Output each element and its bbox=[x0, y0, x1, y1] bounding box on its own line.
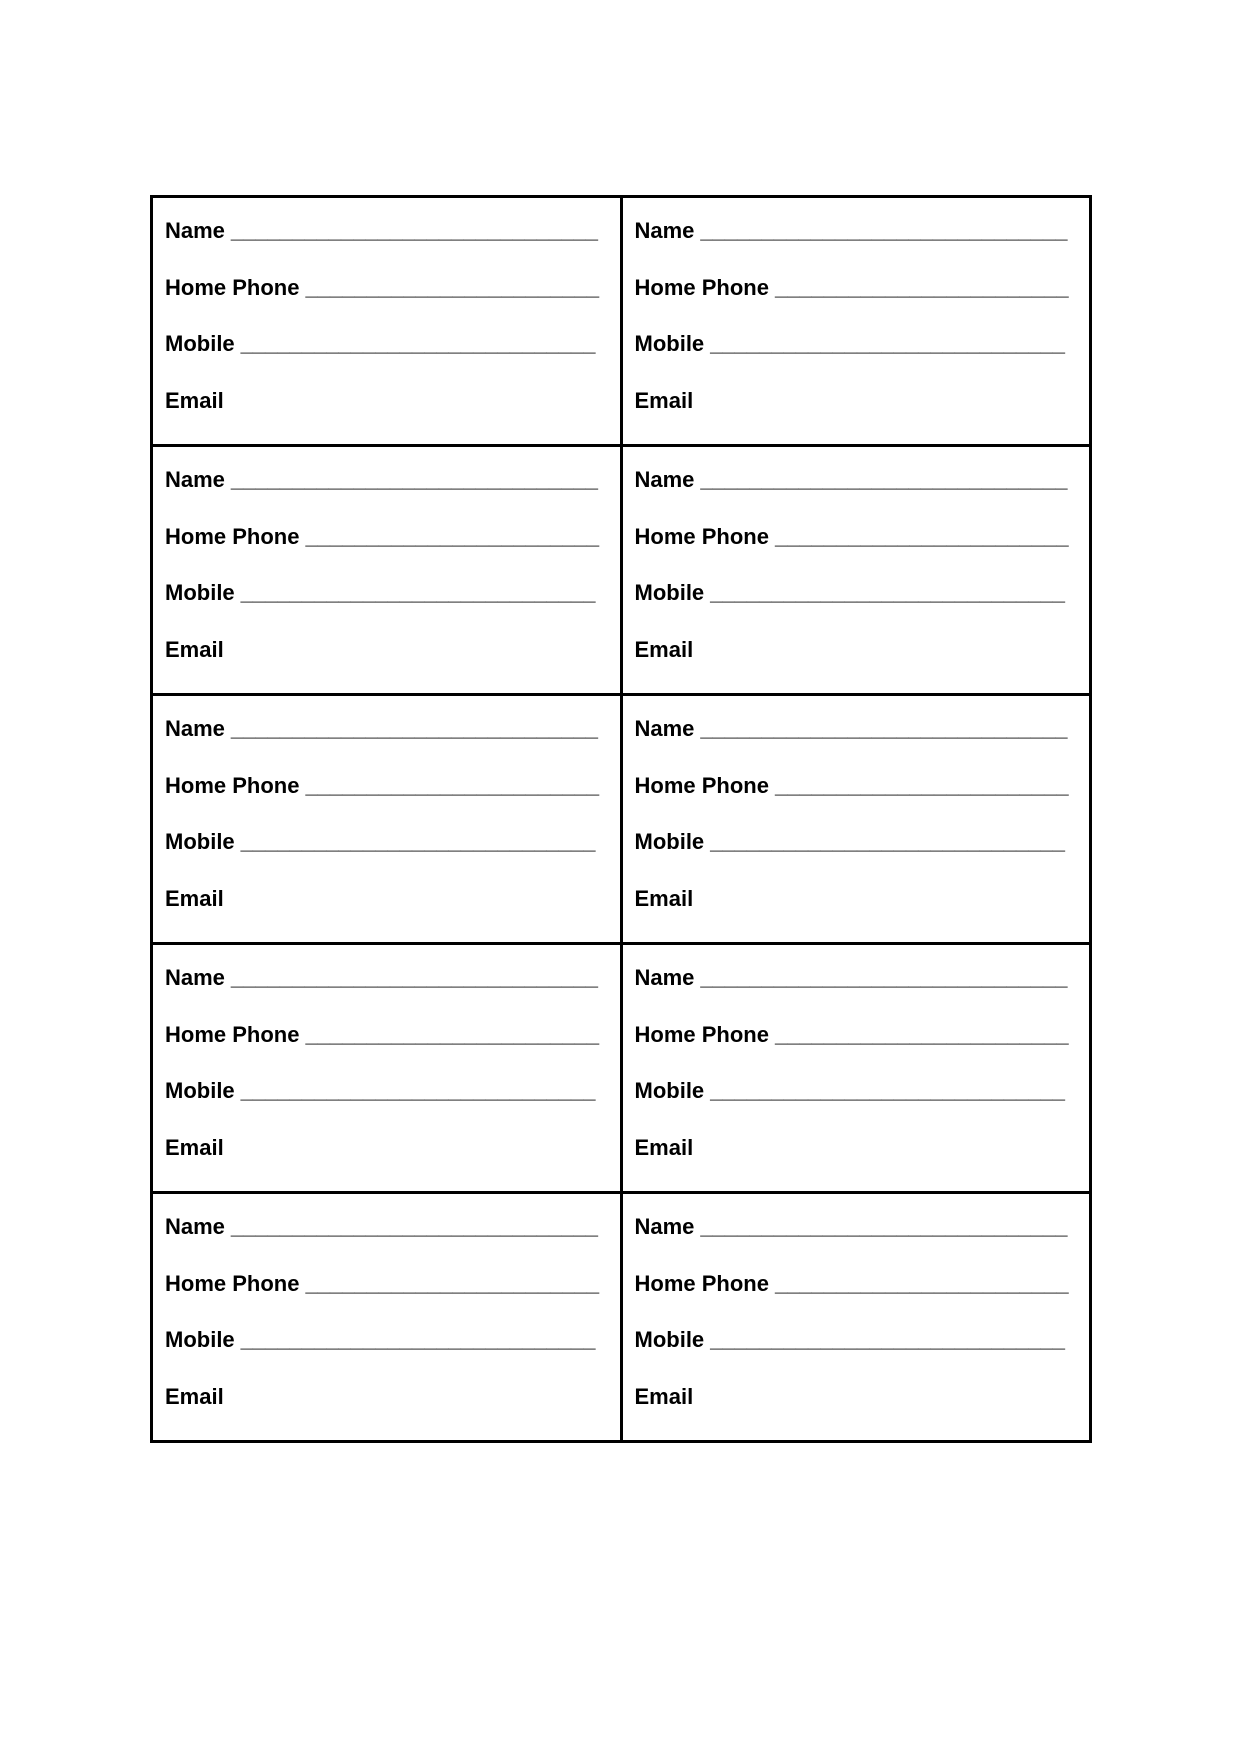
email-label: Email bbox=[165, 638, 224, 661]
email-label: Email bbox=[165, 887, 224, 910]
mobile-blank-line: _____________________________ bbox=[240, 582, 596, 605]
field-row-mobile bbox=[635, 333, 1072, 390]
field-row-mobile bbox=[165, 831, 602, 888]
mobile-blank-line: _____________________________ bbox=[240, 831, 596, 854]
contact-card-row bbox=[152, 446, 1091, 695]
name-blank-line: ______________________________ bbox=[700, 1216, 1068, 1239]
field-row-mobile bbox=[165, 1080, 602, 1137]
email-label: Email bbox=[165, 1385, 224, 1408]
field-row-home-phone bbox=[165, 277, 602, 334]
field-row-name bbox=[165, 220, 602, 277]
field-row-name bbox=[165, 1216, 602, 1273]
name-label: Name bbox=[634, 718, 695, 741]
name-label: Name bbox=[634, 967, 695, 990]
name-blank-line: ______________________________ bbox=[230, 967, 598, 990]
mobile-blank-line: _____________________________ bbox=[710, 831, 1065, 854]
name-blank-line: ______________________________ bbox=[230, 1216, 598, 1239]
mobile-label: Mobile bbox=[634, 831, 705, 854]
field-row-email bbox=[165, 1386, 602, 1408]
field-row-name bbox=[635, 718, 1072, 775]
mobile-label: Mobile bbox=[634, 1329, 705, 1352]
home-phone-label: Home Phone bbox=[165, 276, 300, 300]
field-row-email bbox=[165, 639, 602, 661]
home-phone-blank-line: ________________________ bbox=[305, 1023, 600, 1047]
email-label: Email bbox=[165, 1136, 224, 1159]
field-row-home-phone bbox=[165, 1024, 602, 1081]
field-row-mobile bbox=[165, 333, 602, 390]
home-phone-label: Home Phone bbox=[634, 1023, 769, 1047]
mobile-label: Mobile bbox=[634, 582, 705, 605]
field-row-mobile bbox=[635, 1329, 1072, 1386]
contact-card-row bbox=[152, 944, 1091, 1193]
email-label: Email bbox=[165, 389, 224, 412]
field-row-name bbox=[635, 469, 1072, 526]
contact-card-cell bbox=[152, 944, 622, 1193]
field-row-home-phone bbox=[635, 277, 1072, 334]
field-row-home-phone bbox=[165, 775, 602, 832]
name-blank-line: ______________________________ bbox=[700, 469, 1068, 492]
home-phone-blank-line: ________________________ bbox=[305, 774, 600, 798]
home-phone-blank-line: ________________________ bbox=[774, 525, 1069, 549]
contact-card-row bbox=[152, 197, 1091, 446]
mobile-blank-line: _____________________________ bbox=[710, 582, 1065, 605]
name-blank-line: ______________________________ bbox=[700, 220, 1068, 243]
contact-card-cell bbox=[152, 695, 622, 944]
field-row-name bbox=[635, 967, 1072, 1024]
name-label: Name bbox=[165, 220, 225, 243]
name-label: Name bbox=[634, 469, 695, 492]
name-blank-line: ______________________________ bbox=[700, 718, 1068, 741]
contact-card-row bbox=[152, 695, 1091, 944]
mobile-blank-line: _____________________________ bbox=[240, 1080, 596, 1103]
email-label: Email bbox=[634, 1385, 694, 1408]
field-row-email bbox=[165, 390, 602, 412]
mobile-label: Mobile bbox=[165, 1080, 235, 1103]
email-label: Email bbox=[634, 1136, 694, 1159]
home-phone-blank-line: ________________________ bbox=[774, 774, 1069, 798]
home-phone-label: Home Phone bbox=[165, 1023, 300, 1047]
email-label: Email bbox=[634, 389, 694, 412]
name-label: Name bbox=[165, 469, 225, 492]
mobile-blank-line: _____________________________ bbox=[710, 1080, 1065, 1103]
field-row-name bbox=[165, 469, 602, 526]
field-row-home-phone bbox=[165, 1273, 602, 1330]
field-row-name bbox=[635, 220, 1072, 277]
field-row-name bbox=[165, 967, 602, 1024]
name-label: Name bbox=[165, 1216, 225, 1239]
mobile-blank-line: _____________________________ bbox=[710, 1329, 1065, 1352]
field-row-email bbox=[635, 1137, 1072, 1159]
field-row-email bbox=[635, 1386, 1072, 1408]
field-row-email bbox=[165, 1137, 602, 1159]
contact-card-cell bbox=[152, 197, 622, 446]
mobile-label: Mobile bbox=[165, 1329, 235, 1352]
contact-form-grid bbox=[152, 197, 1091, 1442]
name-label: Name bbox=[634, 1216, 695, 1239]
home-phone-label: Home Phone bbox=[634, 276, 769, 300]
mobile-label: Mobile bbox=[165, 333, 235, 356]
home-phone-label: Home Phone bbox=[165, 525, 300, 549]
email-label: Email bbox=[634, 887, 694, 910]
home-phone-blank-line: ________________________ bbox=[305, 276, 600, 300]
mobile-label: Mobile bbox=[634, 333, 705, 356]
contact-card-cell bbox=[621, 197, 1091, 446]
mobile-blank-line: _____________________________ bbox=[710, 333, 1065, 356]
name-blank-line: ______________________________ bbox=[230, 220, 598, 243]
field-row-name bbox=[635, 1216, 1072, 1273]
contact-card-row bbox=[152, 1193, 1091, 1442]
contact-card-cell bbox=[152, 1193, 622, 1442]
field-row-email bbox=[635, 390, 1072, 412]
home-phone-blank-line: ________________________ bbox=[774, 276, 1069, 300]
mobile-label: Mobile bbox=[634, 1080, 705, 1103]
name-blank-line: ______________________________ bbox=[230, 469, 598, 492]
mobile-blank-line: _____________________________ bbox=[240, 333, 596, 356]
field-row-name bbox=[165, 718, 602, 775]
mobile-blank-line: _____________________________ bbox=[240, 1329, 596, 1352]
mobile-label: Mobile bbox=[165, 831, 235, 854]
name-label: Name bbox=[165, 967, 225, 990]
name-blank-line: ______________________________ bbox=[230, 718, 598, 741]
field-row-home-phone bbox=[635, 1024, 1072, 1081]
field-row-email bbox=[635, 639, 1072, 661]
contact-card-cell bbox=[621, 944, 1091, 1193]
field-row-email bbox=[635, 888, 1072, 910]
home-phone-label: Home Phone bbox=[165, 1272, 300, 1296]
name-blank-line: ______________________________ bbox=[700, 967, 1068, 990]
mobile-label: Mobile bbox=[165, 582, 235, 605]
field-row-mobile bbox=[165, 582, 602, 639]
field-row-home-phone bbox=[635, 526, 1072, 583]
home-phone-label: Home Phone bbox=[634, 1272, 769, 1296]
contact-card-cell bbox=[152, 446, 622, 695]
name-label: Name bbox=[165, 718, 225, 741]
home-phone-label: Home Phone bbox=[634, 774, 769, 798]
field-row-mobile bbox=[165, 1329, 602, 1386]
contact-card-cell bbox=[621, 446, 1091, 695]
contact-card-cell bbox=[621, 1193, 1091, 1442]
field-row-home-phone bbox=[635, 1273, 1072, 1330]
contact-card-cell bbox=[621, 695, 1091, 944]
home-phone-label: Home Phone bbox=[634, 525, 769, 549]
home-phone-blank-line: ________________________ bbox=[305, 1272, 600, 1296]
field-row-home-phone bbox=[165, 526, 602, 583]
contact-form-table bbox=[150, 195, 1092, 1443]
home-phone-blank-line: ________________________ bbox=[305, 525, 600, 549]
home-phone-blank-line: ________________________ bbox=[774, 1272, 1069, 1296]
name-label: Name bbox=[634, 220, 695, 243]
field-row-email bbox=[165, 888, 602, 910]
field-row-mobile bbox=[635, 582, 1072, 639]
home-phone-label: Home Phone bbox=[165, 774, 300, 798]
email-label: Email bbox=[634, 638, 694, 661]
field-row-mobile bbox=[635, 1080, 1072, 1137]
field-row-mobile bbox=[635, 831, 1072, 888]
field-row-home-phone bbox=[635, 775, 1072, 832]
home-phone-blank-line: ________________________ bbox=[774, 1023, 1069, 1047]
